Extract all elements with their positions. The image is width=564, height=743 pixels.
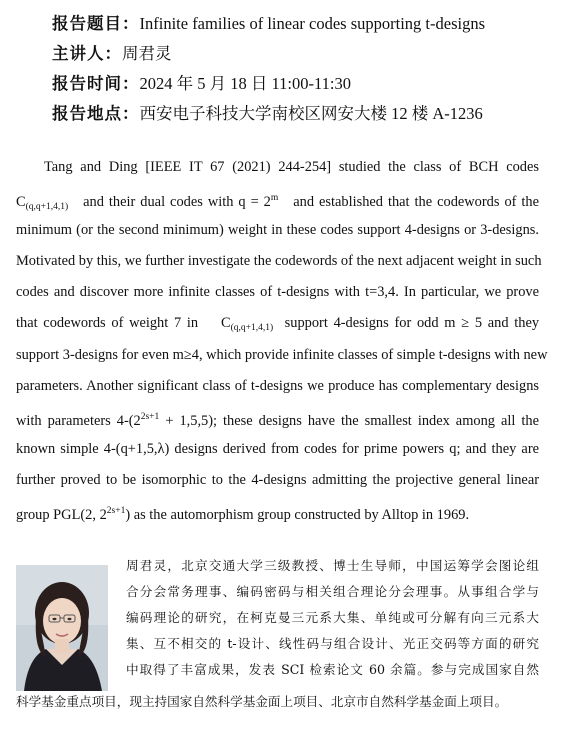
exponent: m [270,193,279,204]
abstract-line: codes and discover more infinite classes of t-designs with t=3,4. In particular, we prove [16,284,539,301]
talk-header [52,10,552,128]
power-base: 2 [99,507,107,524]
exponent: 2s+1 [106,506,126,517]
abstract-line: parameters. Another significant class of t-designs we produce has complementary designs [16,378,539,395]
power-base: 2 [133,413,141,430]
abstract-line [16,183,539,214]
abstract-text: with parameters 4-( [16,413,134,430]
abstract-line [16,496,539,527]
place-label: 报告地点： [52,104,140,123]
abstract-line: support 3-designs for even m≥4, which provide infinite classes of simple t-designs with new [16,346,548,363]
abstract-text: support 4-designs for odd m ≥ 5 and they [284,315,540,332]
code-subscript: (q,q+1,4,1) [25,202,69,213]
abstract-line [16,402,539,433]
bio-line: 集、互不相交的 t-设计、线性码与组合设计、光正交码等方面的研究 [126,636,539,651]
abstract [16,152,548,528]
speaker-portrait [16,565,108,691]
bio-line: 周君灵，北京交通大学三级教授、博士生导师，中国运筹学会图论组 [126,558,539,573]
code-symbol: C [221,315,231,332]
title-row [52,10,552,38]
abstract-line: Tang and Ding [IEEE IT 67 (2021) 244-254] studied the class of BCH codes [44,159,539,175]
place-value: 西安电子科技大学南校区网安大楼 12 楼 A-1236 [139,104,483,123]
abstract-text: and established that the codewords of the [293,194,540,211]
bio-line: 中取得了丰富成果，发表 SCI 检索论文 60 余篇。参与完成国家自然 [126,662,539,677]
abstract-line [16,308,539,339]
exponent: 2s+1 [140,412,160,423]
abstract-text: ) as the automorphism group constructed by Alltop in 1969. [125,507,470,524]
time-label: 报告时间： [52,74,140,93]
abstract-line: minimum (or the second minimum) weight in these codes support 4-designs or 3-designs. [16,221,539,238]
abstract-text: and their dual codes with q = 2 [83,194,271,211]
time-row [52,70,552,98]
code-symbol: C [16,194,26,211]
abstract-line: known simple 4-(q+1,5,λ) designs derived from codes for prime powers q; and they are [16,440,539,457]
speaker-row [52,40,552,68]
speaker-photo [16,565,108,691]
abstract-text: that codewords of weight 7 in [16,315,199,332]
title-value: Infinite families of linear codes supporting t-designs [139,14,486,33]
abstract-text: group PGL(2, [16,507,96,524]
bio-line: 编码理论的研究，在柯克曼三元系大集、单纯或可分解有向三元系大 [126,610,539,625]
abstract-text: + 1,5,5); these designs have the smallest index among all the [165,413,539,430]
time-value: 2024 年 5 月 18 日 11:00-11:30 [139,74,351,93]
place-row [52,100,552,128]
abstract-line: further proved to be isomorphic to the 4-designs admitting the projective general linear [16,471,539,488]
code-subscript: (q,q+1,4,1) [230,323,274,334]
abstract-line: Motivated by this, we further investigate the codewords of the next adjacent weight in such [16,252,542,269]
title-label: 报告题目： [52,14,140,33]
bio-line: 合分会常务理事、编码密码与相关组合理论分会理事。从事组合学与 [126,584,539,599]
bio-line: 科学基金重点项目，现主持国家自然科学基金面上项目、北京市自然科学基金面上项目。 [16,694,508,709]
speaker-value: 周君灵 [122,44,172,63]
speaker-label: 主讲人： [52,44,122,63]
